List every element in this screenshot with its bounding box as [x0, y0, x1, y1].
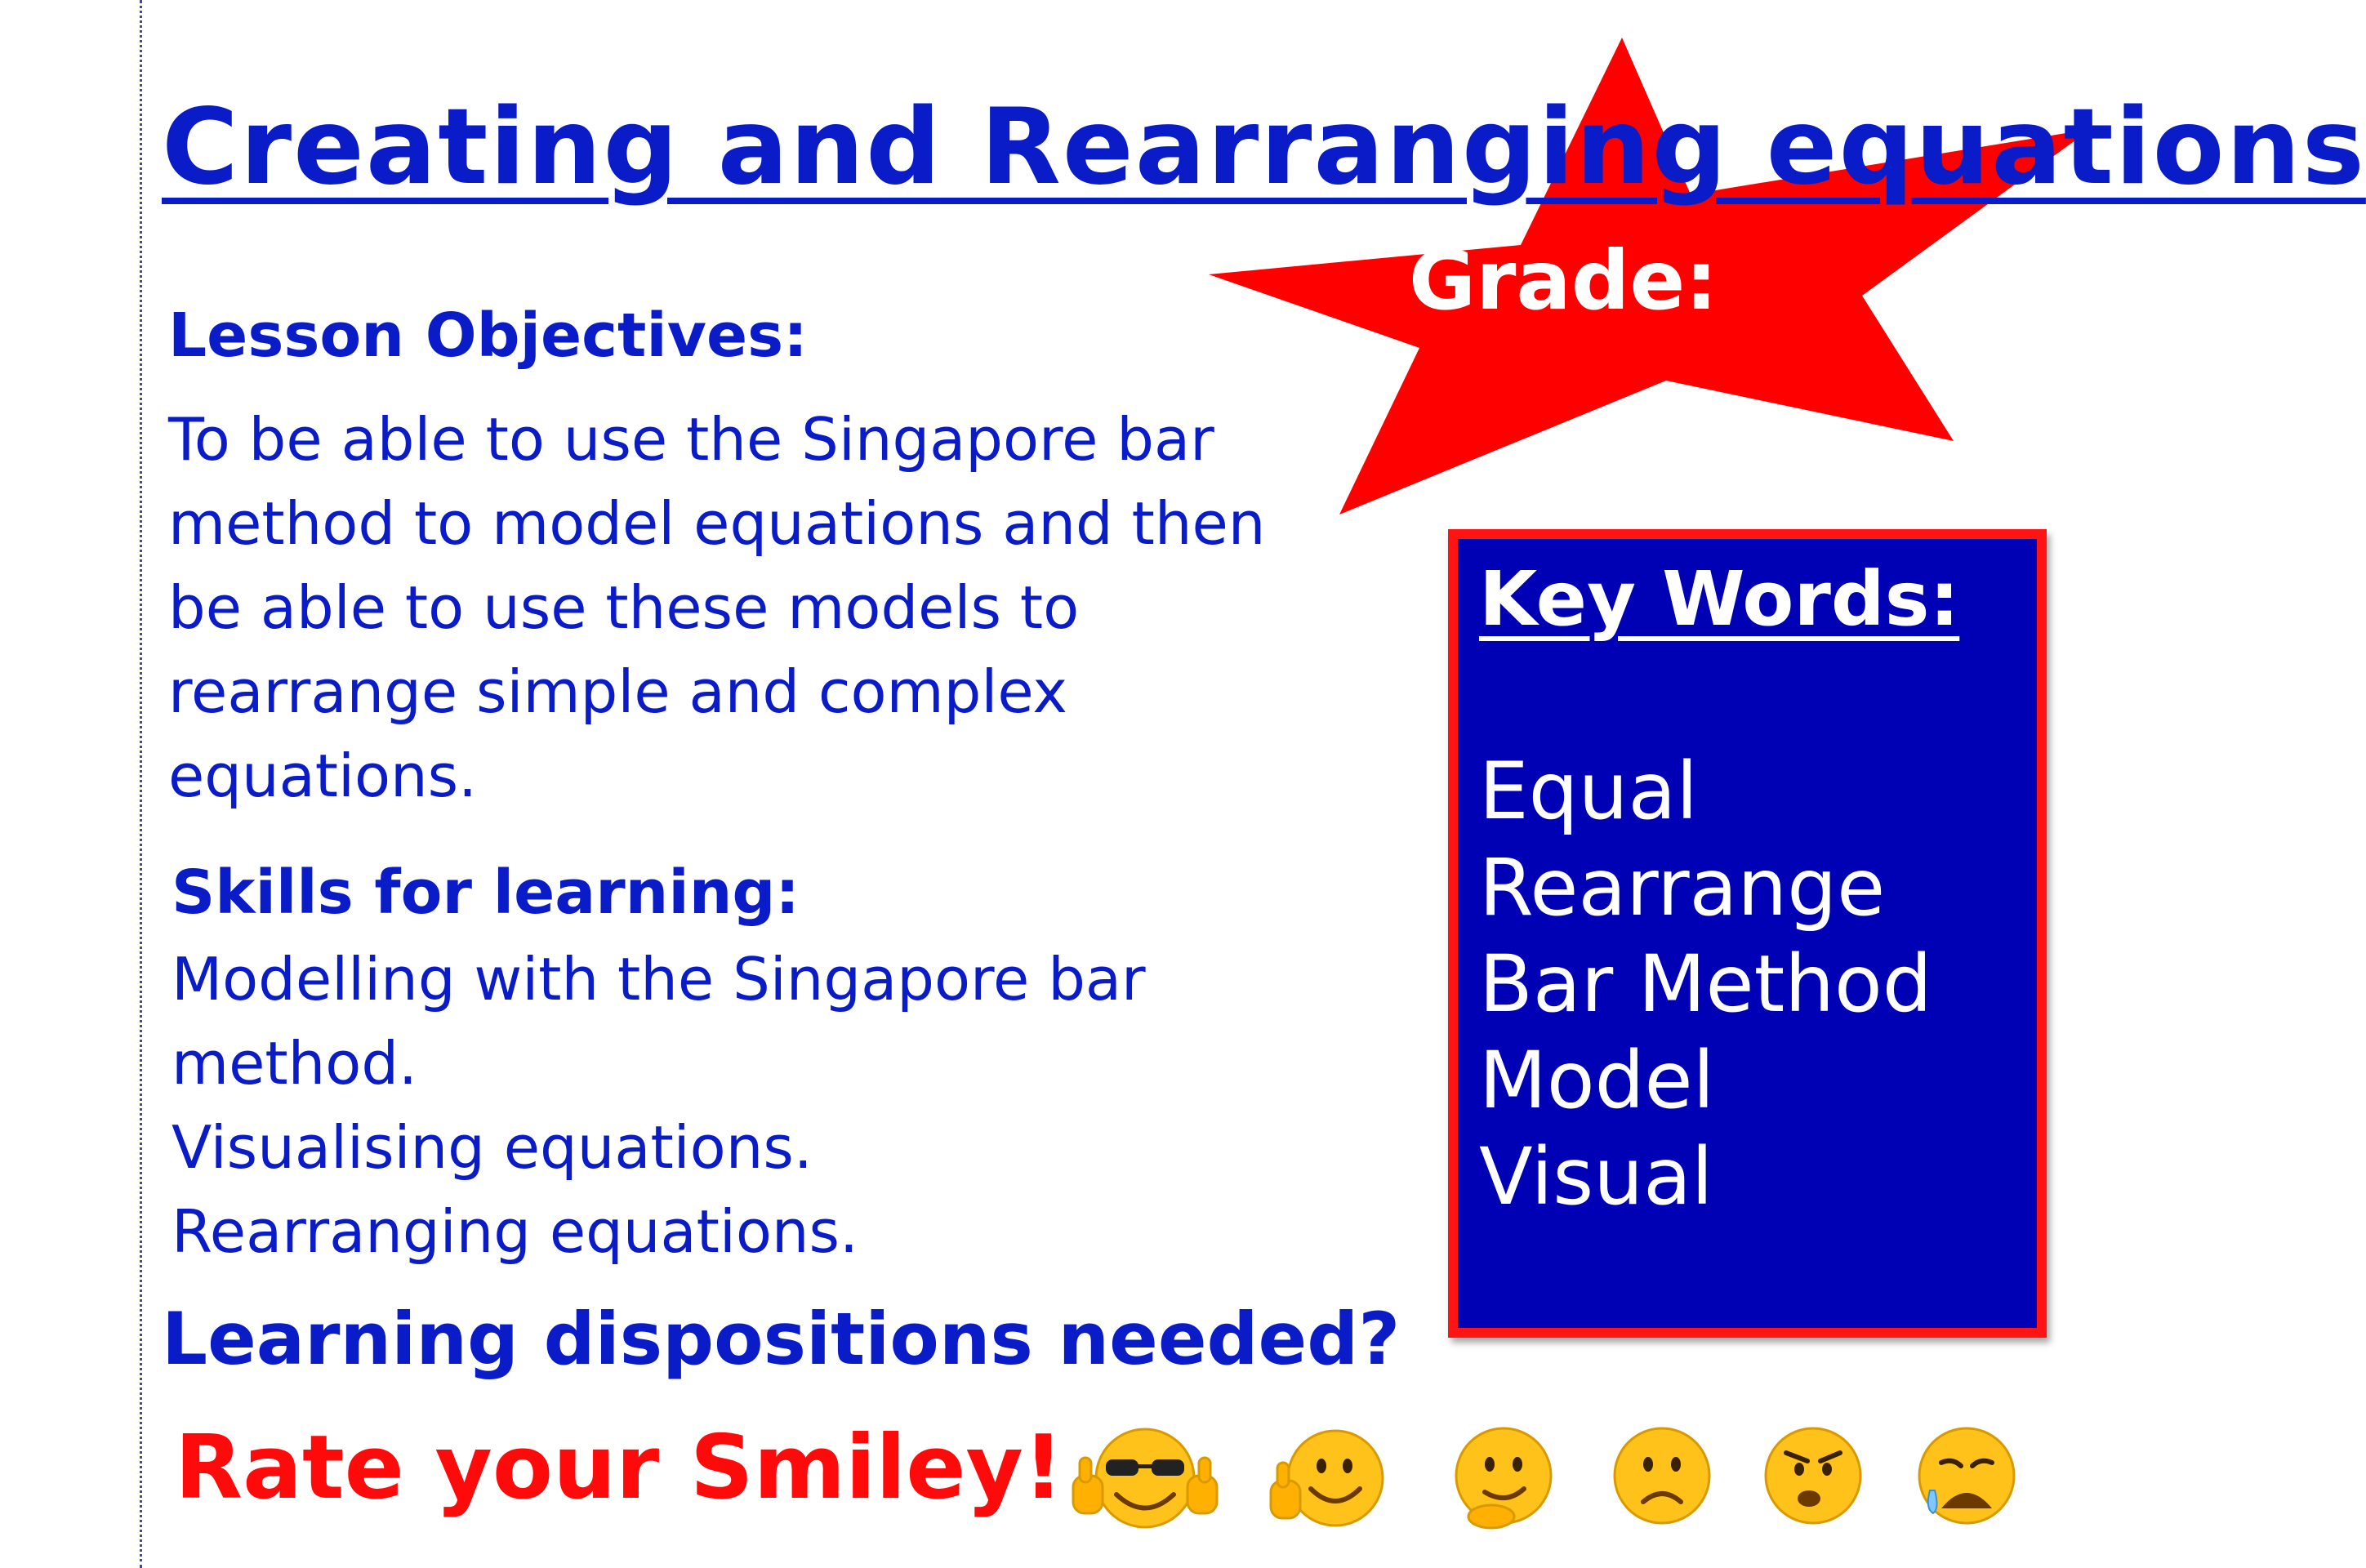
grade-label: Grade: [1409, 233, 1718, 328]
page-title: Creating and Rearranging equations [162, 87, 2366, 208]
skills-line: Rearranging equations. [172, 1197, 858, 1266]
thumbs-up-smiley-icon[interactable] [1266, 1417, 1388, 1539]
key-words-box [1448, 529, 2047, 1338]
key-word-item: Rearrange [1479, 842, 1886, 933]
skills-line: Visualising equations. [172, 1113, 813, 1182]
objectives-line: To be able to use the Singapore bar [168, 405, 1214, 474]
key-words-heading: Key Words: [1479, 555, 1960, 643]
margin-line [140, 0, 142, 1568]
sad-smiley-icon[interactable] [1601, 1417, 1723, 1539]
objectives-line: be able to use these models to [168, 573, 1080, 642]
objectives-line: method to model equations and then [168, 489, 1266, 558]
skills-heading: Skills for learning: [172, 858, 800, 928]
skills-text [172, 938, 1146, 1274]
key-words-list [1479, 743, 1932, 1225]
content-smiley-icon[interactable] [1442, 1417, 1565, 1539]
crying-smiley-icon[interactable] [1905, 1417, 2028, 1539]
key-word-item: Visual [1479, 1131, 1713, 1223]
objectives-line: equations. [168, 742, 478, 810]
objectives-heading: Lesson Objectives: [168, 301, 808, 371]
key-word-item: Model [1479, 1035, 1715, 1126]
dispositions-heading: Learning dispositions needed? [162, 1297, 1401, 1381]
objectives-line: rearrange simple and complex [168, 657, 1068, 726]
smiley-rating-row [1062, 1417, 2042, 1539]
skills-line: Modelling with the Singapore bar [172, 945, 1146, 1013]
skills-line: method. [172, 1029, 417, 1098]
key-word-item: Bar Method [1479, 938, 1932, 1030]
rate-smiley-heading: Rate your Smiley! [175, 1417, 1064, 1519]
objectives-text [168, 398, 1265, 818]
angry-smiley-icon[interactable] [1752, 1417, 1874, 1539]
cool-smiley-icon[interactable] [1072, 1417, 1219, 1539]
key-word-item: Equal [1479, 746, 1698, 837]
